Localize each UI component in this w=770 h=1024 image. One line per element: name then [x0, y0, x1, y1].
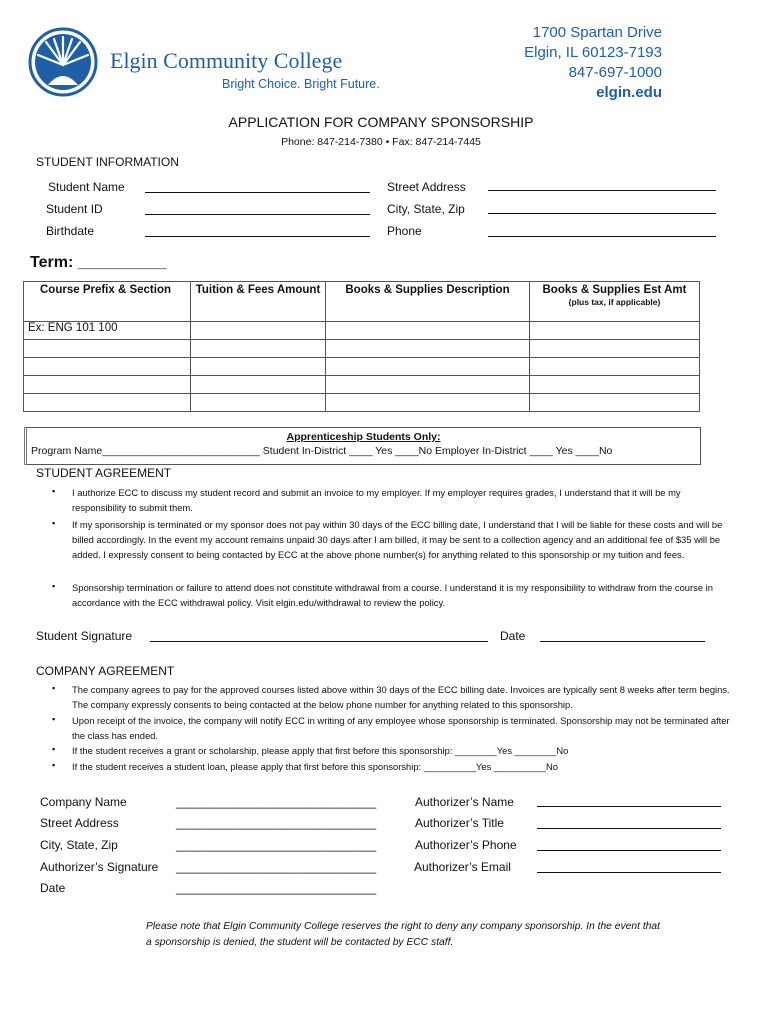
example-cell: Ex: ENG 101 100 [24, 322, 191, 340]
authorizer-title-field[interactable] [537, 828, 721, 829]
signature-date-field[interactable] [540, 641, 705, 642]
col-books-desc: Books & Supplies Description [326, 282, 530, 322]
col-tuition: Tuition & Fees Amount [191, 282, 326, 322]
courses-table [23, 281, 700, 412]
authorizer-name-label: Authorizer’s Name [415, 795, 514, 809]
bullet-icon: ▪ [52, 486, 56, 496]
student-agreement-item-1: I authorize ECC to discuss my student record and submit an invoice to my employer. If my employer requires grades, I understand that it will be my responsibility to submit them. [72, 487, 681, 513]
company-street-label: Street Address [40, 816, 119, 830]
company-city-field[interactable]: ______________________________ [176, 838, 377, 852]
student-name-label: Student Name [48, 180, 125, 194]
company-city-label: City, State, Zip [40, 838, 118, 852]
company-date-label: Date [40, 881, 66, 895]
college-tagline: Bright Choice. Bright Future. [222, 77, 380, 91]
authorizer-email-label: Authorizer’s Email [414, 860, 511, 874]
student-agreement-item-2: If my sponsorship is terminated or my sponsor does not pay within 30 days of the ECC billing date, I understand that I will be liable for these costs and will be billed accordingly. In the event my account remains unpaid 30 days after I am billed, it may be sent to a collection agency and an additional fee of $35 will be added. I expressly consent to being contacted by ECC at the above phone number(s) for anything related to this sponsorship or my tuition and fees. [72, 519, 723, 560]
student-id-field[interactable] [145, 214, 370, 215]
college-website: elgin.edu [596, 84, 662, 101]
phone-field[interactable] [488, 236, 716, 237]
birthdate-field[interactable] [145, 236, 370, 237]
company-agreement-item-3[interactable]: If the student receives a grant or scholarship, please apply that first before this sponsorship: ________Yes ________No [72, 745, 569, 756]
bullet-icon: ▪ [52, 683, 56, 693]
student-signature-label: Student Signature [36, 629, 133, 643]
street-address-field[interactable] [488, 190, 716, 191]
student-info-heading: STUDENT INFORMATION [36, 155, 179, 169]
form-title: APPLICATION FOR COMPANY SPONSORSHIP [228, 114, 534, 130]
table-row[interactable] [24, 340, 700, 358]
street-address-label: Street Address [387, 180, 466, 194]
company-street-field[interactable]: ______________________________ [176, 816, 377, 830]
company-name-label: Company Name [40, 795, 127, 809]
address-line-2: Elgin, IL 60123-7193 [524, 44, 662, 61]
phone-label: Phone [387, 224, 422, 238]
company-agreement-item-2: Upon receipt of the invoice, the company will notify ECC in writing of any employee whose sponsorship is terminated. Sponsorship may not be terminated after the class has ended. [72, 715, 730, 741]
table-header-row [24, 282, 700, 322]
city-state-zip-field[interactable] [488, 213, 716, 214]
signature-date-label: Date [500, 629, 526, 643]
student-signature-field[interactable] [150, 641, 488, 642]
bullet-icon: ▪ [52, 744, 56, 754]
address-line-1: 1700 Spartan Drive [532, 24, 662, 41]
starburst-logo-icon [28, 27, 98, 97]
apprenticeship-box [24, 427, 701, 465]
birthdate-label: Birthdate [46, 224, 95, 238]
authorizer-name-field[interactable] [537, 806, 721, 807]
table-row[interactable] [24, 376, 700, 394]
student-agreement-heading: STUDENT AGREEMENT [36, 466, 172, 480]
col-course-prefix: Course Prefix & Section [24, 282, 191, 322]
table-row[interactable] [24, 358, 700, 376]
table-row[interactable] [24, 394, 700, 412]
bullet-icon: ▪ [52, 581, 56, 591]
footer-note: Please note that Elgin Community College reserves the right to deny any company sponsorship. In the event that a sponsorship is denied, the student will be contacted by ECC staff. [146, 921, 660, 948]
term-label[interactable]: Term: __________ [30, 254, 167, 271]
authorizer-signature-label: Authorizer’s Signature [40, 860, 159, 874]
authorizer-phone-label: Authorizer’s Phone [415, 838, 517, 852]
college-name: Elgin Community College [110, 48, 343, 73]
bullet-icon: ▪ [52, 714, 56, 724]
company-agreement-heading: COMPANY AGREEMENT [36, 664, 175, 678]
table-row[interactable] [24, 322, 700, 340]
apprenticeship-line[interactable]: Program Name___________________________ Student In-District ____ Yes ____No Employer In-District ____ Yes ____No [31, 445, 613, 457]
col-books-amt [530, 282, 700, 322]
authorizer-email-field[interactable] [537, 872, 721, 873]
authorizer-title-label: Authorizer’s Title [415, 816, 504, 830]
col-books-amt-label: Books & Supplies Est Amt [542, 284, 687, 296]
student-name-field[interactable] [145, 192, 370, 193]
contact-line: Phone: 847-214-7380 • Fax: 847-214-7445 [281, 136, 481, 148]
authorizer-signature-field[interactable]: ______________________________ [176, 860, 377, 874]
college-phone: 847-697-1000 [568, 64, 662, 81]
company-name-field[interactable]: ______________________________ [176, 795, 377, 809]
company-date-field[interactable]: ______________________________ [176, 881, 377, 895]
company-agreement-item-1: The company agrees to pay for the approved courses listed above within 30 days of the ECC billing date. Invoices are typically sent 8 weeks after term begins. The company expressly consents to being contacted at the below phone number for anything related to this sponsorship. [72, 684, 730, 710]
bullet-icon: ▪ [52, 760, 56, 770]
apprenticeship-heading: Apprenticeship Students Only: [286, 431, 441, 443]
company-agreement-item-4[interactable]: If the student receives a student loan, please apply that first before this sponsorship: __________Yes __________No [72, 761, 558, 772]
college-logo [28, 27, 98, 97]
col-books-amt-note: (plus tax, if applicable) [568, 297, 661, 307]
student-id-label: Student ID [46, 202, 103, 216]
student-agreement-item-3: Sponsorship termination or failure to attend does not constitute withdrawal from a course. I understand it is my responsibility to withdraw from the course in accordance with the ECC withdrawal policy. Visit elgin.edu/withdrawal to review the policy. [72, 582, 713, 608]
city-state-zip-label: City, State, Zip [387, 202, 465, 216]
bullet-icon: ▪ [52, 518, 56, 528]
authorizer-phone-field[interactable] [537, 850, 721, 851]
college-address [524, 23, 662, 103]
